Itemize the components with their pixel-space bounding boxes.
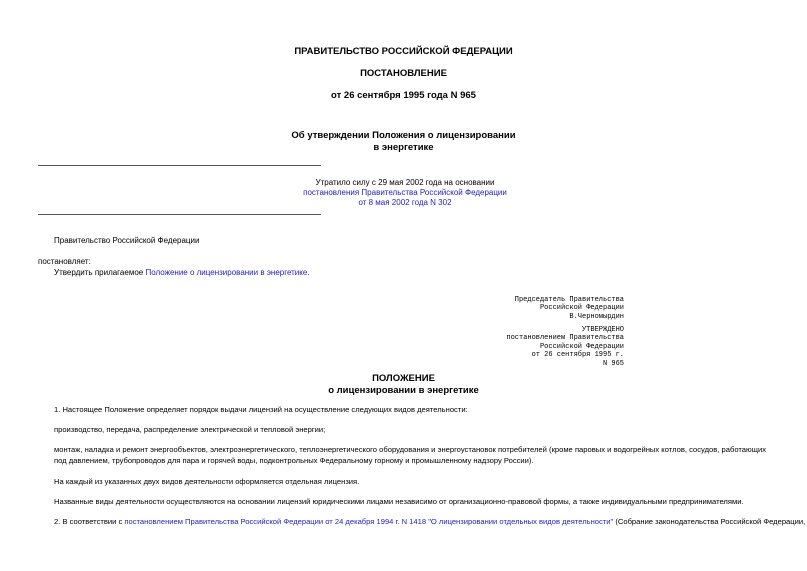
status-rule-bottom [38, 214, 321, 215]
approved-line5: N 965 [602, 359, 624, 368]
regulation-paragraph-1: 1. Настоящее Положение определяет порядок выдачи лицензий на осуществление следующих видов деятельности: [54, 405, 468, 414]
regulation-link[interactable]: Положение о лицензировании в энергетике [145, 268, 308, 277]
regulation-paragraph-4: На каждый из указанных двух видов деятельности оформляется отдельная лицензия. [54, 477, 360, 486]
document-type: ПОСТАНОВЛЕНИЕ [360, 68, 447, 79]
approved-line4: от 26 сентября 1995 г. [531, 351, 624, 360]
repeal-decree-date-link[interactable]: от 8 мая 2002 года N 302 [358, 198, 452, 207]
document-title-line2: в энергетике [373, 142, 434, 153]
regulation-paragraph-3-text: монтаж, наладка и ремонт энергообъектов, электроэнергетического, теплоэнергетического оборудования и энергоустановок потребителей (кроме паровых и водогрейных котлов, сосудов, работающих под давлением, трубопроводов для пара и горячей воды, подконтрольных Федеральному горному и промышленному надзору России). [54, 445, 766, 465]
status-link-line2[interactable] [250, 188, 560, 198]
document-title-line1: Об утверждении Положения о лицензировании [291, 130, 516, 141]
government-title: ПРАВИТЕЛЬСТВО РОССИЙСКОЙ ФЕДЕРАЦИИ [294, 46, 513, 57]
approved-line2: постановлением Правительства [506, 334, 624, 343]
decree-1418-link[interactable]: постановлением Правительства Российской Федерации от 24 декабря 1994 г. N 1418 [124, 517, 427, 526]
licensing-law-link[interactable]: "О лицензировании отдельных видов деятельности" [428, 517, 614, 526]
decides-line: постановляет: [38, 257, 91, 266]
status-link-line3[interactable] [250, 198, 560, 208]
regulation-paragraph-3 [54, 445, 766, 466]
approve-suffix: . [307, 268, 310, 277]
regulation-subtitle: о лицензировании в энергетике [328, 385, 479, 396]
signature-line2: Российской Федерации [539, 304, 624, 313]
repeal-decree-link[interactable]: постановления Правительства Российской Федерации [303, 188, 507, 197]
approve-prefix: Утвердить прилагаемое [54, 268, 146, 277]
regulation-paragraph-6 [54, 517, 806, 528]
signature-line3: В.Черномырдин [569, 312, 624, 321]
p6-prefix: 2. В соответствии с [54, 517, 125, 526]
approved-line1: УТВЕРЖДЕНО [581, 326, 624, 334]
status-rule-top [38, 165, 321, 166]
approved-line3: Российской Федерации [539, 342, 624, 351]
document-date-number: от 26 сентября 1995 года N 965 [331, 90, 476, 101]
regulation-paragraph-5: Названные виды деятельности осуществляются на основании лицензий юридическими лицами независимо от организационно-правовой формы, а также индивидуальными предпринимателями. [54, 497, 744, 506]
status-line1: Утратило силу с 29 мая 2002 года на основании [315, 178, 495, 187]
approve-line [54, 268, 310, 278]
approval-stamp-block [506, 326, 624, 368]
p6-suffix: (Собрание законодательства Российской Федерации, [613, 517, 806, 526]
regulation-paragraph-2: производство, передача, распределение электрической и тепловой энергии; [54, 425, 326, 434]
regulation-title: ПОЛОЖЕНИЕ [372, 373, 435, 384]
signature-line1: Председатель Правительства [514, 296, 624, 304]
signature-block [515, 296, 624, 321]
government-line: Правительство Российской Федерации [54, 236, 200, 245]
